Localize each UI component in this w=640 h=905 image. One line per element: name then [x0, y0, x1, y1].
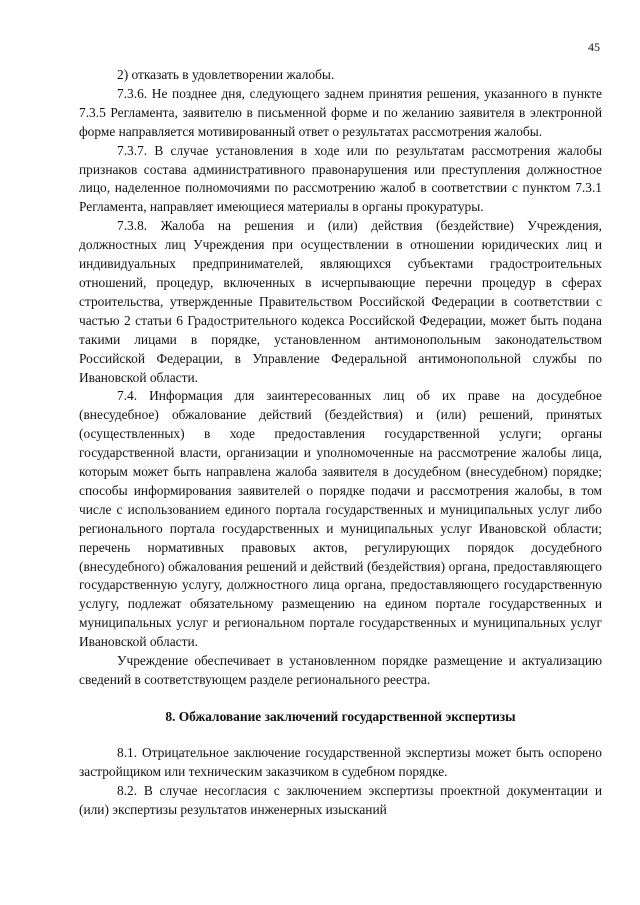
paragraph-7-3-7: 7.3.7. В случае установления в ходе или по результатам рассмотрения жалобы признаков состава административного правонарушения или преступления должностное лицо, наделенное полномочиями по рассмотрению жалоб в соответствии с пунктом 7.3.1 Регламента, направляет имеющиеся материалы в органы прокуратуры.	[79, 142, 602, 215]
paragraph-registry: Учреждение обеспечивает в установленном порядке размещение и актуализацию сведений в соответствующем разделе регионального реестра.	[79, 653, 602, 687]
page-number: 45	[588, 40, 600, 54]
paragraph-8-1: 8.1. Отрицательное заключение государственной экспертизы может быть оспорено застройщиком или техническим заказчиком в судебном порядке.	[79, 744, 602, 779]
document-body	[79, 66, 602, 819]
paragraph-7-4: 7.4. Информация для заинтересованных лиц об их праве на досудебное (внесудебное) обжалование действий (бездействия) и (или) решений, принятых (осуществленных) в ходе предоставления государственной услуги; органы государственной власти, организации и уполномоченные на рассмотрение жалобы лица, которым может быть направлена жалоба заявителя в досудебном (внесудебном) порядке; способы информирования заявителей о порядке подачи и рассмотрения жалобы, в том числе с использованием единого портала государственных и муниципальных услуг либо регионального портала государственных и муниципальных услуг Ивановской области; перечень нормативных правовых актов, регулирующих порядок досудебного (внесудебного) обжалования решений и действий (бездействия) органа, предоставляющего государственную услугу, должностного лица органа, предоставляющего государственную услугу, подлежат обязательному размещению на едином портале государственных и муниципальных услуг и региональном портале государственных и муниципальных услуг Ивановской области.	[79, 388, 602, 650]
paragraph-8-2: 8.2. В случае несогласия с заключением экспертизы проектной документации и (или) экспертизы результатов инженерных изысканий	[79, 782, 602, 817]
paragraph-7-3-6: 7.3.6. Не позднее дня, следующего заднем принятия решения, указанного в пункте 7.3.5 Регламента, заявителю в письменной форме и по желанию заявителя в электронной форме направляется мотивированный ответ о результатах рассмотрения жалобы.	[79, 85, 602, 139]
section-heading: 8. Обжалование заключений государственной экспертизы	[165, 708, 516, 724]
paragraph-item-2: 2) отказать в удовлетворении жалобы.	[117, 67, 335, 82]
paragraph-7-3-8: 7.3.8. Жалоба на решения и (или) действия (бездействие) Учреждения, должностных лиц Учреждения при осуществлении в отношении юридических лиц и индивидуальных предпринимателей, являющихся субъектами градостроительных отношений, процедур, включенных в исчерпывающие перечни процедур в сферах строительства, утвержденные Правительством Российской Федерации в соответствии с частью 2 статьи 6 Градострительного кодекса Российской Федерации, может быть подана такими лицами в порядке, установленном антимонопольным законодательством Российской Федерации, в Управление Федеральной антимонопольной службы по Ивановской области.	[79, 218, 602, 385]
